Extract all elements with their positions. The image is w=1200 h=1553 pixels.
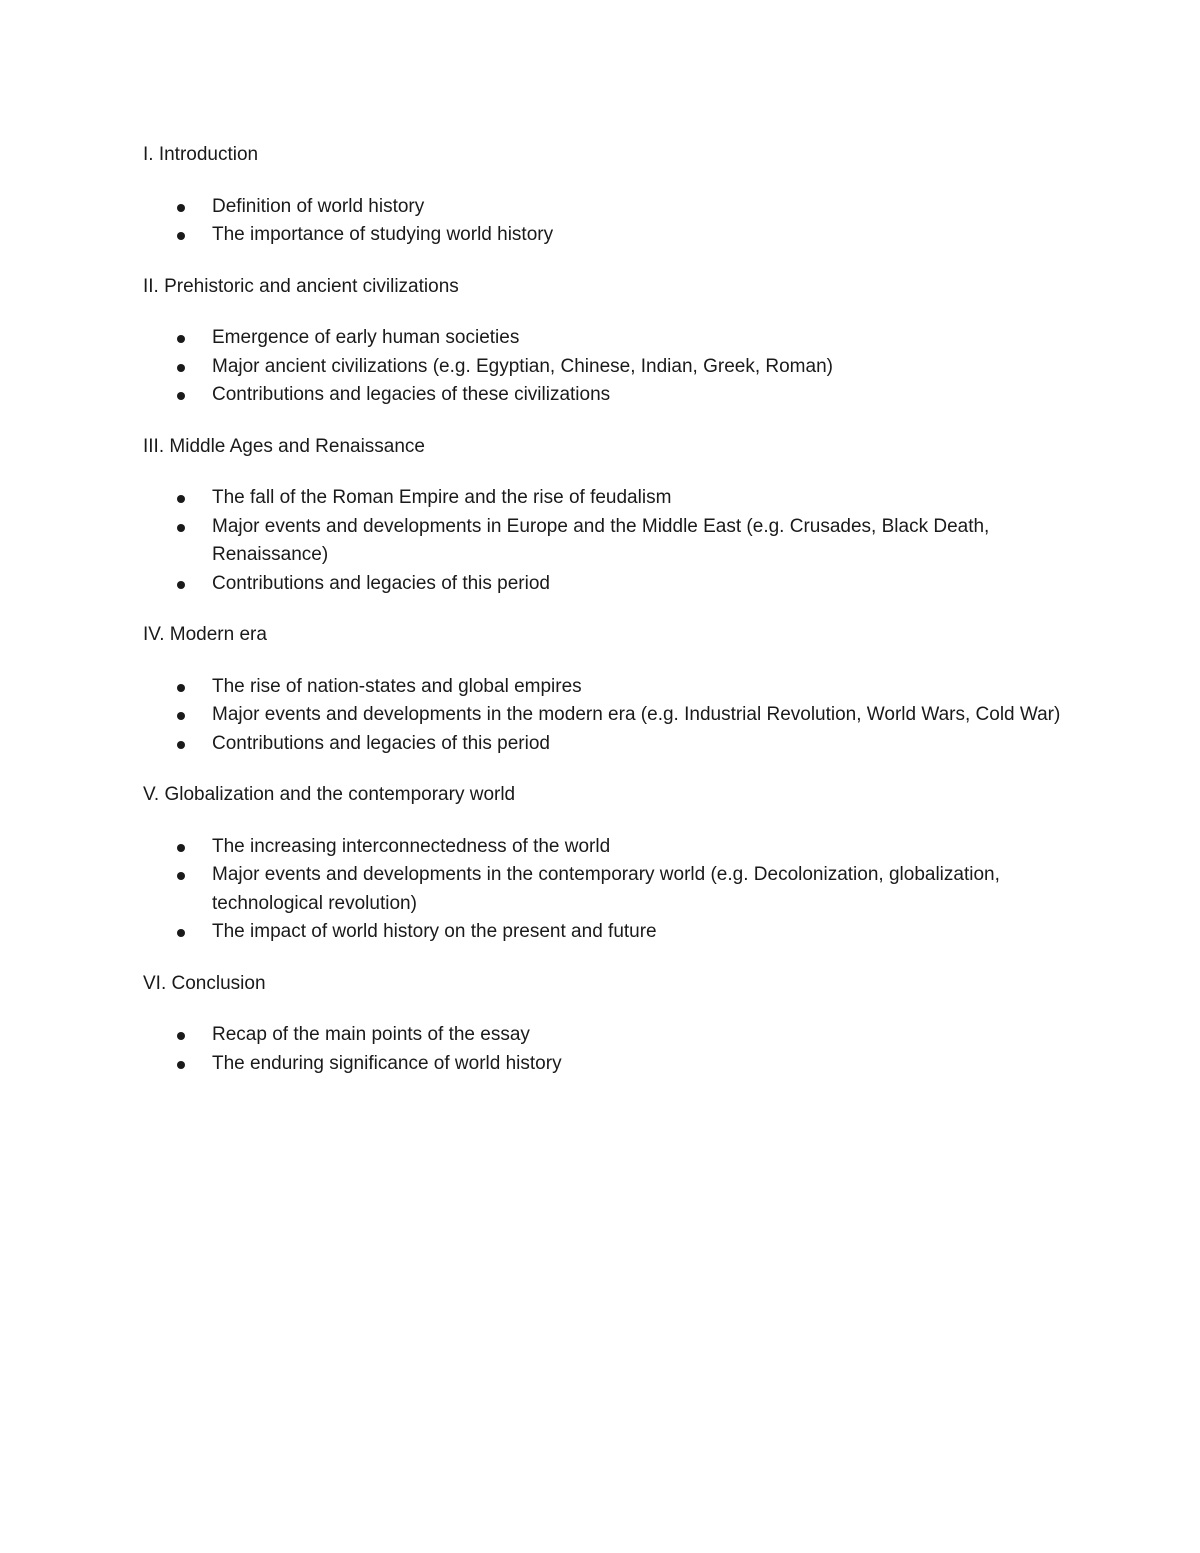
list-item-text: Definition of world history (212, 195, 425, 217)
list-item-text: Major events and developments in the contemporary world (e.g. Decolonization, globalization, technological revolution) (212, 864, 1000, 914)
list-item-text: The fall of the Roman Empire and the rise of feudalism (212, 487, 672, 508)
list-item (143, 833, 1063, 862)
list-item (143, 730, 1063, 759)
section-heading: III. Middle Ages and Renaissance (143, 435, 426, 457)
list-item-text: The importance of studying world history (212, 224, 554, 245)
bullet-list (143, 484, 1063, 598)
list-item (143, 324, 1063, 353)
outline-section (143, 621, 1063, 758)
list-item (143, 701, 1063, 730)
bullet-icon (177, 741, 185, 749)
list-item (143, 193, 1063, 222)
bullet-icon (177, 929, 185, 937)
list-item-text: Contributions and legacies of this period (212, 572, 550, 594)
list-item (143, 570, 1063, 599)
list-item (143, 513, 1063, 570)
section-heading: II. Prehistoric and ancient civilizations (143, 275, 459, 297)
bullet-icon (177, 712, 185, 720)
list-item-text: Major events and developments in Europe and the Middle East (e.g. Crusades, Black Death, Renaissance) (212, 515, 990, 565)
bullet-icon (177, 872, 185, 880)
list-item-text: Major events and developments in the modern era (e.g. Industrial Revolution, World Wars, Cold War) (212, 704, 1061, 725)
outline-section (143, 141, 1063, 250)
bullet-icon (177, 581, 185, 589)
list-item (143, 381, 1063, 410)
list-item-text: Major ancient civilizations (e.g. Egyptian, Chinese, Indian, Greek, Roman) (212, 355, 833, 377)
bullet-list (143, 324, 1063, 410)
bullet-icon (177, 392, 185, 400)
bullet-icon (177, 684, 185, 692)
bullet-icon (177, 335, 185, 343)
list-item (143, 484, 1063, 513)
list-item (143, 1021, 1063, 1050)
bullet-icon (177, 1061, 185, 1069)
list-item-text: Contributions and legacies of this period (212, 732, 550, 754)
list-item-text: The enduring significance of world history (212, 1052, 562, 1074)
section-heading: I. Introduction (143, 144, 259, 165)
outline-section (143, 781, 1063, 947)
bullet-icon (177, 1032, 185, 1040)
list-item-text: The rise of nation-states and global empires (212, 675, 582, 697)
bullet-list (143, 833, 1063, 947)
list-item-text: Recap of the main points of the essay (212, 1024, 530, 1045)
section-heading: V. Globalization and the contemporary world (143, 784, 516, 805)
outline-section (143, 970, 1063, 1079)
bullet-icon (177, 495, 185, 503)
section-heading: VI. Conclusion (143, 972, 266, 994)
bullet-list (143, 193, 1063, 250)
list-item (143, 221, 1063, 250)
list-item-text: The increasing interconnectedness of the world (212, 835, 611, 857)
list-item (143, 918, 1063, 947)
bullet-icon (177, 364, 185, 372)
outline-section (143, 273, 1063, 410)
list-item-text: Emergence of early human societies (212, 327, 520, 348)
bullet-icon (177, 204, 185, 212)
outline-section (143, 433, 1063, 599)
essay-outline (143, 141, 1063, 1101)
bullet-list (143, 1021, 1063, 1078)
list-item (143, 673, 1063, 702)
list-item (143, 353, 1063, 382)
list-item (143, 1050, 1063, 1079)
list-item (143, 861, 1063, 918)
section-heading: IV. Modern era (143, 624, 267, 645)
bullet-icon (177, 844, 185, 852)
bullet-icon (177, 232, 185, 240)
list-item-text: The impact of world history on the present and future (212, 921, 657, 942)
list-item-text: Contributions and legacies of these civilizations (212, 384, 611, 405)
bullet-list (143, 673, 1063, 759)
bullet-icon (177, 524, 185, 532)
